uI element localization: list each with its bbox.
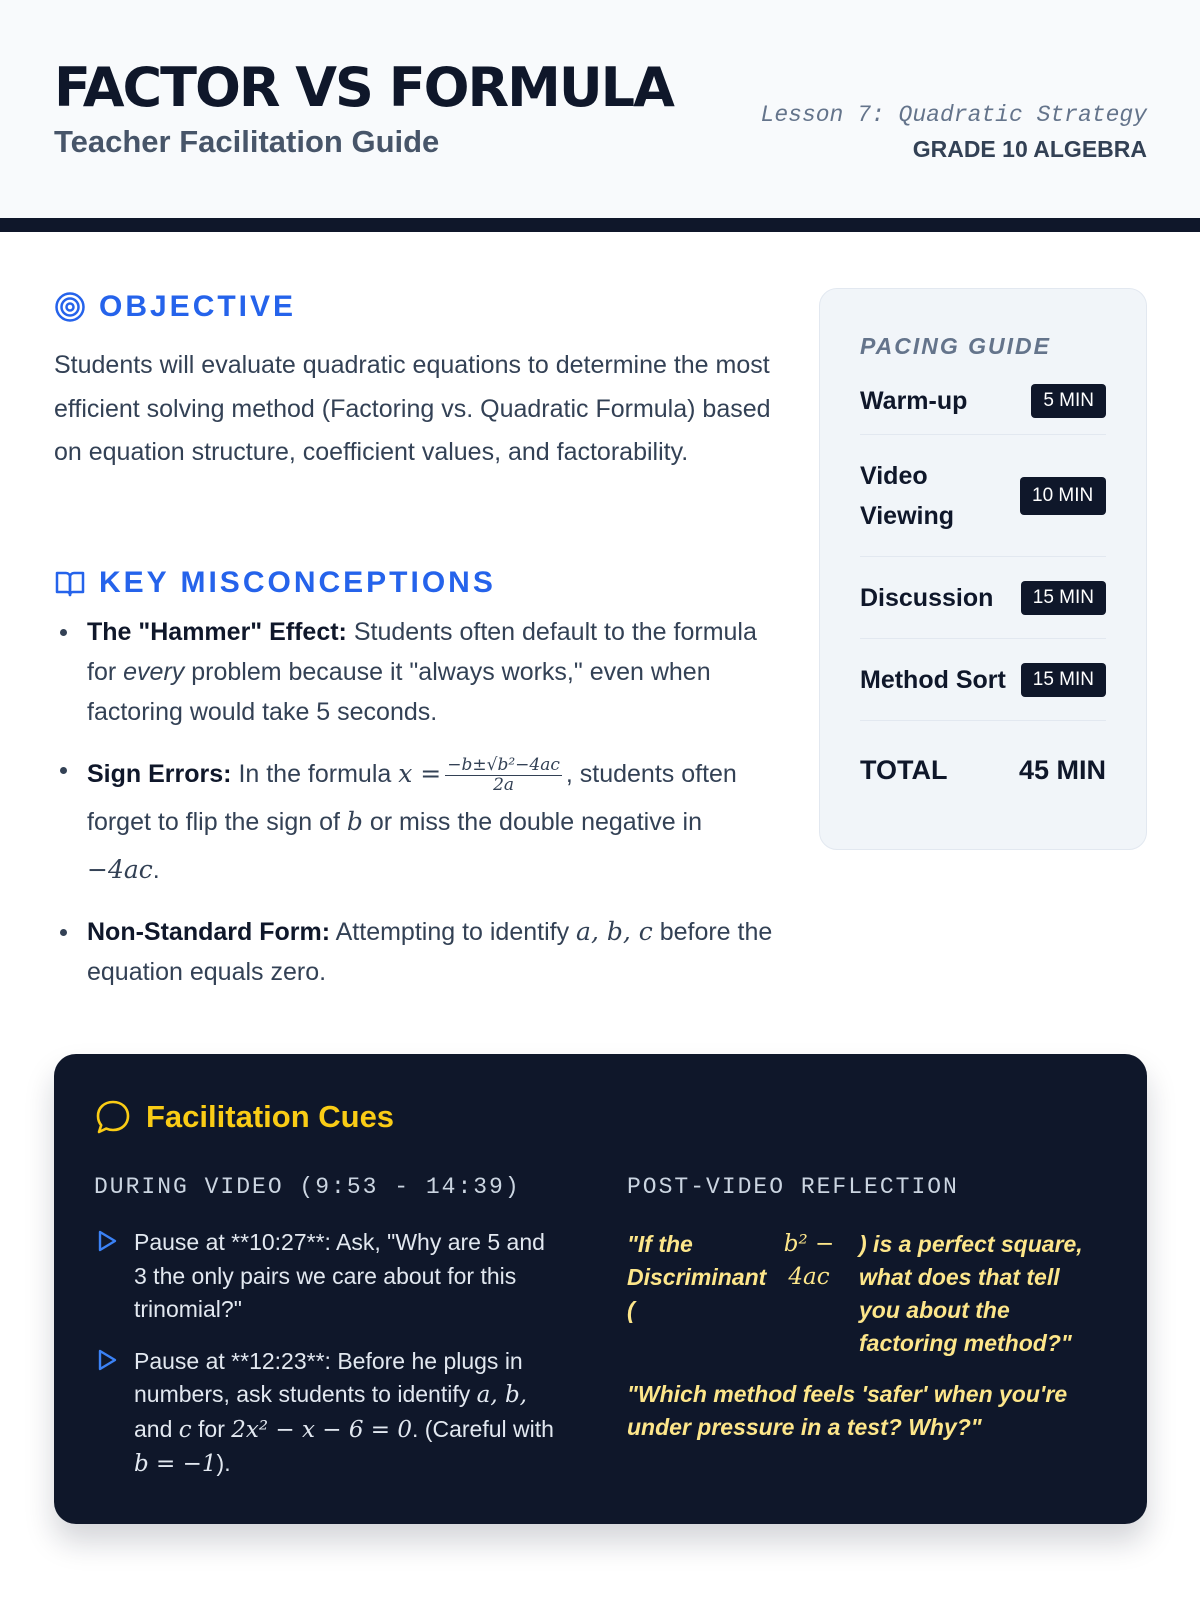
misconception-title: Non-Standard Form:	[87, 918, 331, 946]
formula-lhs: x =	[398, 759, 442, 788]
cue-text: Pause at **10:27**: Ask, "Why are 5 and 3 the only pairs we care about for this trinomial?"	[134, 1229, 545, 1322]
header-divider	[0, 218, 1200, 232]
facilitation-cues-heading	[94, 1098, 394, 1136]
misconception-text: .	[152, 856, 160, 884]
misconception-text: In the formula	[238, 760, 392, 788]
misconception-title: The "Hammer" Effect:	[87, 618, 347, 646]
pacing-total-row	[860, 755, 1106, 786]
quadratic-formula-fraction	[445, 756, 562, 795]
pacing-label: Discussion	[860, 583, 994, 612]
misconceptions-heading	[54, 566, 496, 600]
page-title: FACTOR VS FORMULA	[54, 56, 673, 119]
play-icon	[94, 1347, 120, 1373]
misconception-sign-errors	[54, 750, 774, 894]
cue-text-part: and	[134, 1415, 173, 1442]
misconception-hammer	[54, 612, 774, 732]
misconception-title: Sign Errors:	[87, 760, 232, 788]
misconceptions-heading-label: KEY MISCONCEPTIONS	[99, 566, 496, 599]
objective-heading	[54, 290, 296, 324]
reflection-text: "If the Discriminant (	[627, 1231, 767, 1323]
reflection-text: ) is a perfect square, what does that tell you about the factoring method?"	[859, 1231, 1083, 1356]
misconceptions-list	[54, 612, 774, 1010]
misconception-text: before the equation equals zero.	[87, 918, 773, 986]
cue-item	[94, 1226, 564, 1327]
math-ab: a, b,	[476, 1382, 527, 1408]
pacing-total-label: TOTAL	[860, 755, 948, 785]
cue-item	[94, 1345, 564, 1482]
pacing-time-badge: 10 MIN	[1020, 477, 1106, 515]
pacing-guide-title: PACING GUIDE	[860, 333, 1051, 359]
lesson-label: Lesson 7: Quadratic Strategy	[760, 102, 1147, 128]
facilitation-cues-title: Facilitation Cues	[146, 1099, 395, 1134]
pacing-time-badge: 15 MIN	[1021, 663, 1106, 697]
during-video-cue-list	[94, 1226, 564, 1500]
fraction-denominator: 2a	[493, 774, 515, 795]
cue-text-part: . (Careful with	[412, 1415, 554, 1442]
grade-label: GRADE 10 ALGEBRA	[912, 136, 1147, 162]
chat-bubble-icon	[94, 1098, 132, 1136]
pacing-row-discussion	[860, 557, 1106, 639]
math-discriminant: b² − 4ac	[783, 1231, 835, 1290]
pacing-total-value: 45 MIN	[1018, 755, 1106, 785]
target-icon	[54, 291, 86, 323]
reflection-question-discriminant	[627, 1228, 1107, 1360]
page-subtitle: Teacher Facilitation Guide	[54, 124, 440, 159]
pacing-label: Method Sort	[860, 665, 1006, 694]
objective-text: Students will evaluate quadratic equations to determine the most efficient solving method (Factoring vs. Quadratic Formula) based on equation structure, coefficient values, and factorability.	[54, 351, 771, 466]
during-video-heading: DURING VIDEO (9:53 - 14:39)	[94, 1174, 521, 1200]
book-open-icon	[54, 567, 86, 599]
cue-text-part: for	[198, 1415, 225, 1442]
misconception-text: , students often forget to flip the sign of	[87, 760, 737, 836]
cue-text-part: ).	[216, 1450, 231, 1476]
math-b: b	[346, 807, 363, 836]
facilitation-cues-panel	[54, 1054, 1147, 1524]
pacing-label: Video Viewing	[860, 461, 955, 530]
math-abc: a, b, c	[576, 917, 653, 946]
math-equation: 2x² − x − 6 = 0	[231, 1416, 413, 1443]
misconception-text: Students often default to the formula for	[87, 618, 757, 686]
misconception-non-standard	[54, 912, 774, 992]
misconception-text: problem because it "always works," even when factoring would take 5 seconds.	[87, 658, 711, 726]
misconception-emphasis: every	[123, 658, 185, 686]
math-neg-4ac: −4ac	[87, 855, 153, 884]
pacing-row-warm-up	[860, 367, 1106, 435]
pacing-row-video-viewing	[860, 435, 1106, 557]
pacing-time-badge: 15 MIN	[1021, 581, 1106, 615]
pacing-guide-card	[819, 288, 1147, 850]
cue-text	[134, 1345, 564, 1482]
objective-heading-label: OBJECTIVE	[99, 290, 297, 323]
fraction-numerator: −b±√b²−4ac	[447, 754, 560, 775]
pacing-row-method-sort	[860, 639, 1106, 721]
math-b-value: b = −1	[134, 1451, 217, 1477]
pacing-time-badge: 5 MIN	[1031, 384, 1106, 418]
reflection-question-safer-method: "Which method feels 'safer' when you're under pressure in a test? Why?"	[627, 1381, 1068, 1440]
cue-text-part: Pause at **12:23**: Before he plugs in numbers, ask students to identify	[134, 1347, 523, 1407]
pacing-label: Warm-up	[860, 386, 968, 415]
play-icon	[94, 1228, 120, 1254]
misconception-text: Attempting to identify	[335, 918, 570, 946]
misconception-text: or miss the double negative in	[369, 808, 703, 836]
post-video-heading: POST-VIDEO REFLECTION	[627, 1174, 959, 1200]
math-c: c	[178, 1416, 192, 1443]
